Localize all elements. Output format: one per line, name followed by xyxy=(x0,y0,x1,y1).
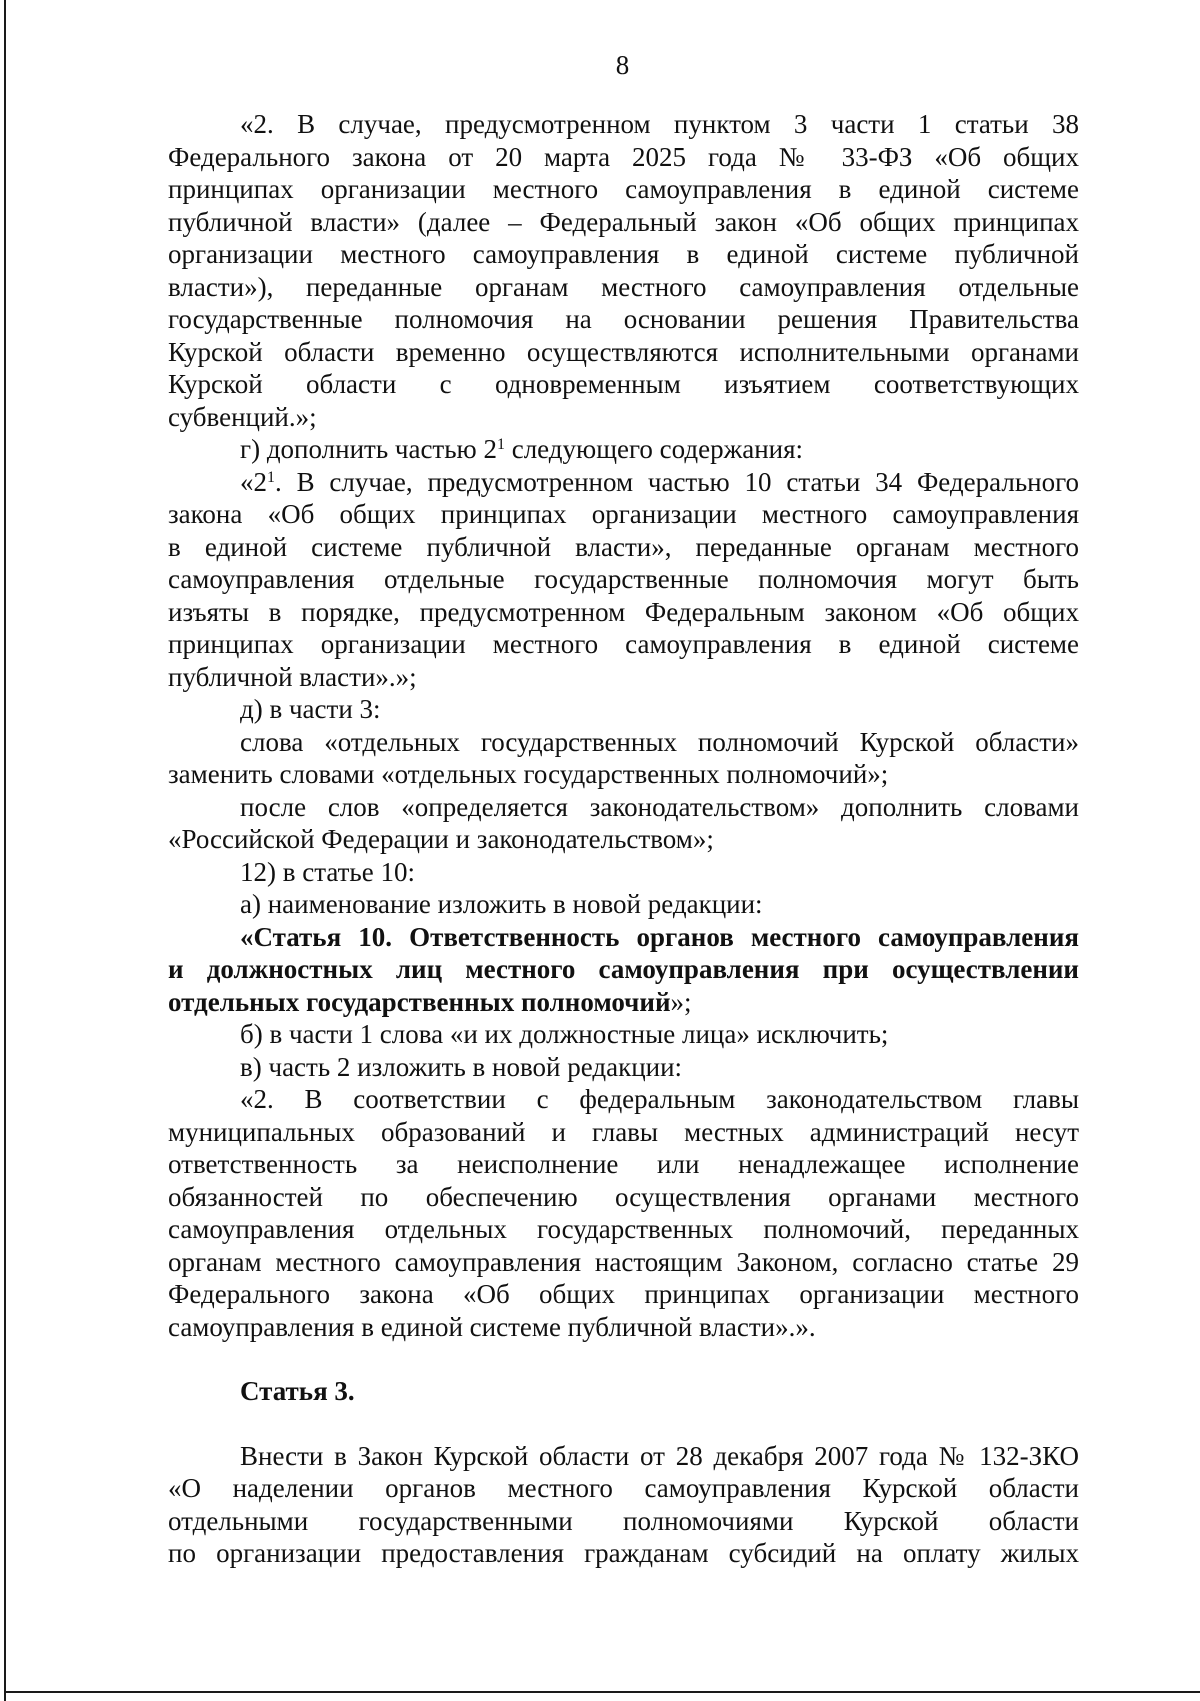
text-line: Курской области временно осуществляются исполнительными органами xyxy=(168,336,1079,367)
text-line: изъяты в порядке, предусмотренном Федеральным законом «Об общих xyxy=(168,596,1079,627)
paragraph-item-g xyxy=(168,433,1079,466)
text-span: . В случае, предусмотренном частью 10 статьи 34 Федерального xyxy=(275,466,1079,497)
paragraph-amendment-2 xyxy=(168,108,1079,433)
bold-span: отдельных государственных полномочий xyxy=(168,986,671,1017)
superscript: 1 xyxy=(496,436,505,453)
paragraph-amendment-2-1 xyxy=(168,466,1079,694)
paragraph-part-2-text xyxy=(168,1083,1079,1343)
text-line: слова «отдельных государственных полномочий Курской области» xyxy=(240,726,1079,757)
text-line: самоуправления отдельные государственные полномочия могут быть xyxy=(168,564,1079,594)
text-line xyxy=(168,466,1079,499)
text-line: принципах организации местного самоуправления в единой системе xyxy=(168,174,1079,204)
text-line: заменить словами «отдельных государственных полномочий»; xyxy=(168,759,889,789)
text-line: организации местного самоуправления в единой системе публичной xyxy=(168,239,1079,269)
text-line: муниципальных образований и главы местных администраций несут xyxy=(168,1116,1079,1147)
paragraph-article-10-title xyxy=(168,921,1079,1019)
text-line: публичной власти».»; xyxy=(168,661,417,692)
text-line: органам местного самоуправления настоящим Законом, согласно статье 29 xyxy=(168,1246,1079,1277)
page-edge-left xyxy=(4,0,6,1701)
text-span: следующего содержания: xyxy=(504,434,804,464)
paragraph-item-b: б) в части 1 слова «и их должностные лица» исключить; xyxy=(240,1019,889,1049)
text-line: «2. В соответствии с федеральным законодательством главы xyxy=(240,1084,1079,1114)
article-3-heading: Статья 3. xyxy=(240,1376,355,1406)
text-line: государственные полномочия на основании решения Правительства xyxy=(168,304,1079,334)
page-number: 8 xyxy=(615,50,630,80)
text-line: «2. В случае, предусмотренном пунктом 3 части 1 статьи 38 xyxy=(240,109,1079,139)
text-line: и должностных лиц местного самоуправления при осуществлении xyxy=(168,954,1079,984)
text-line: «Российской Федерации и законодательством»; xyxy=(168,824,714,854)
page-edge-bottom xyxy=(4,1691,1200,1693)
text-line: самоуправления в единой системе публичной власти».». xyxy=(168,1311,816,1342)
text-line: по организации предоставления гражданам субсидий на оплату жилых xyxy=(168,1538,1079,1568)
text-line: принципах организации местного самоуправления в единой системе xyxy=(168,629,1079,659)
superscript: 1 xyxy=(267,468,275,486)
paragraph-article-3-intro xyxy=(168,1440,1079,1570)
text-line: Федерального закона «Об общих принципах организации местного xyxy=(168,1279,1079,1309)
text-span: «2 xyxy=(240,466,267,497)
text-line: Курской области с одновременным изъятием соответствующих xyxy=(168,369,1079,399)
text-line: обязанностей по обеспечению осуществления органами местного xyxy=(168,1181,1079,1212)
text-span: г) дополнить частью 2 xyxy=(240,434,497,464)
text-line: Федерального закона от 20 марта 2025 года № 33-ФЗ «Об общих xyxy=(168,141,1079,172)
text-line: Внести в Закон Курской области от 28 декабря 2007 года № 132-ЗКО xyxy=(240,1440,1079,1471)
text-line: «О наделении органов местного самоуправления Курской области xyxy=(168,1473,1079,1503)
paragraph-item-a: а) наименование изложить в новой редакции: xyxy=(240,889,763,919)
text-line: публичной власти» (далее – Федеральный закон «Об общих принципах xyxy=(168,206,1079,237)
paragraph-item-d: д) в части 3: xyxy=(240,694,381,724)
text-line: самоуправления отдельных государственных полномочий, переданных xyxy=(168,1214,1079,1244)
text-line: «Статья 10. Ответственность органов местного самоуправления xyxy=(240,921,1079,952)
text-line: ответственность за неисполнение или ненадлежащее исполнение xyxy=(168,1149,1079,1179)
text-line: власти»), переданные органам местного самоуправления отдельные xyxy=(168,271,1079,302)
text-line: закона «Об общих принципах организации местного самоуправления xyxy=(168,499,1079,529)
text-line: субвенций.»; xyxy=(168,401,317,432)
text-line: в единой системе публичной власти», переданные органам местного xyxy=(168,531,1079,562)
text-line: отдельными государственными полномочиями Курской области xyxy=(168,1505,1079,1536)
paragraph-words-add xyxy=(168,791,1079,856)
paragraph-item-12: 12) в статье 10: xyxy=(240,856,415,887)
document-body xyxy=(168,108,1079,1570)
text-span: »; xyxy=(670,986,692,1017)
text-line: после слов «определяется законодательством» дополнить словами xyxy=(240,791,1079,822)
paragraph-words-replace xyxy=(168,726,1079,791)
paragraph-item-v: в) часть 2 изложить в новой редакции: xyxy=(240,1051,683,1082)
text-line xyxy=(168,986,1079,1019)
